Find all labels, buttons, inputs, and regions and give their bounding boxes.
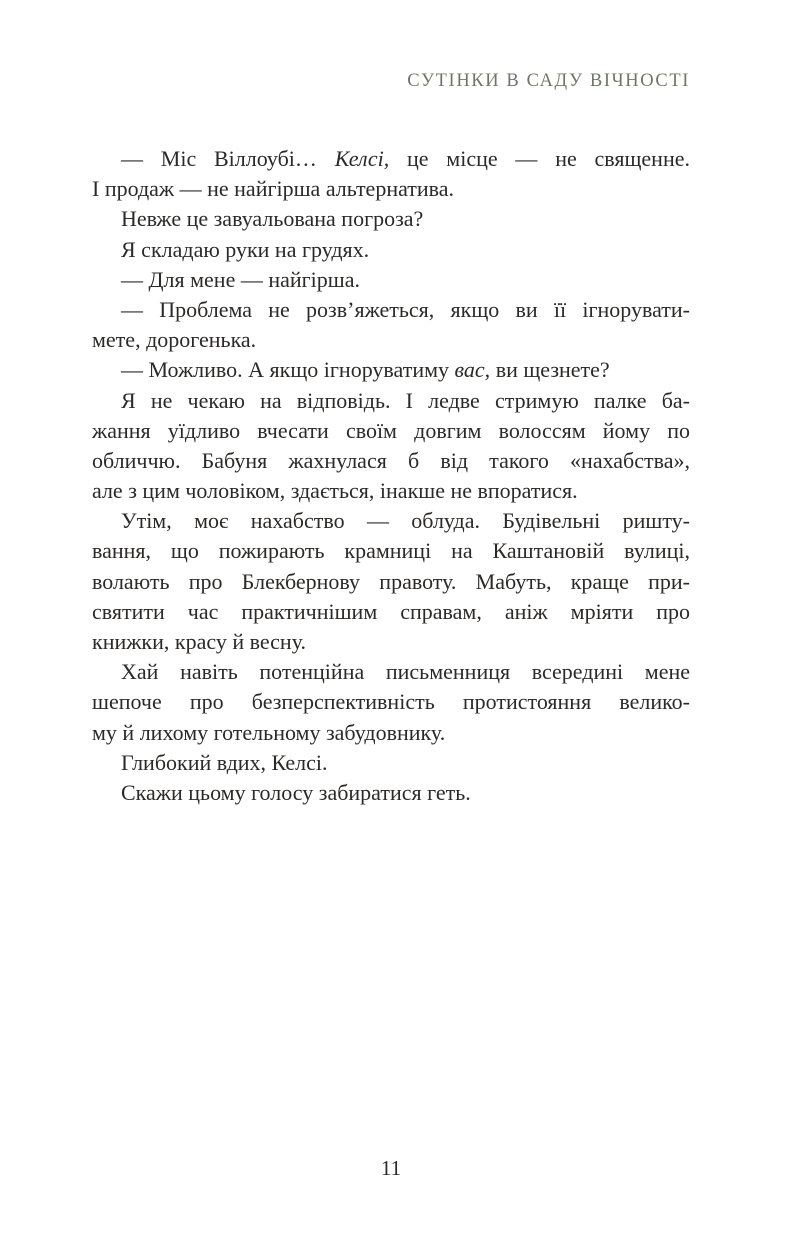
text-line	[92, 657, 690, 687]
text-line	[92, 536, 690, 566]
text-line	[92, 265, 690, 295]
text-segment: — Міс Віллоубі…	[121, 146, 335, 171]
paragraph	[92, 144, 690, 204]
text-segment: Скажи цьому голосу забиратися геть.	[121, 779, 471, 805]
text-segment: Хай навіть потенційна письменниця всередині мене	[121, 659, 690, 685]
text-segment: му й лихому готельному забудовнику.	[92, 719, 446, 745]
text-segment: Невже це завуальована погроза?	[121, 206, 424, 232]
paragraph	[92, 295, 690, 355]
text-line	[92, 446, 690, 476]
text-line	[92, 627, 690, 657]
text-line	[92, 204, 690, 234]
text-line	[92, 718, 690, 748]
text-segment: ви щезнете?	[490, 357, 610, 383]
text-segment: жання уїдливо вчесати своїм довгим волоссям йому по	[92, 417, 690, 443]
paragraph	[92, 235, 690, 265]
text-line	[92, 325, 690, 355]
text-segment: обличчю. Бабуня жахнулася б від такого «нахабства»,	[92, 447, 690, 473]
paragraph	[92, 657, 690, 748]
text-segment: волають про Блекбернову правоту. Мабуть, краще при-	[92, 568, 690, 594]
paragraph	[92, 506, 690, 657]
running-header-title: СУТІНКИ В САДУ ВІЧНОСТІ	[407, 71, 690, 91]
text-segment: Я складаю руки на грудях.	[121, 236, 370, 262]
text-segment: — Для мене — найгірша.	[121, 266, 360, 292]
text-line	[92, 748, 690, 778]
page-number: 11	[380, 1156, 402, 1180]
text-line	[92, 476, 690, 506]
text-segment: Глибокий вдих, Келсі.	[121, 749, 328, 775]
paragraph	[92, 355, 690, 385]
text-segment: це місце — не священне.	[389, 146, 690, 171]
text-segment: мете, дорогенька.	[92, 327, 257, 353]
text-line	[92, 567, 690, 597]
paragraph	[92, 386, 690, 507]
text-line	[92, 597, 690, 627]
text-line	[92, 235, 690, 265]
text-segment: вання, що пожирають крамниці на Каштановій вулиці,	[92, 538, 690, 564]
italic-text-segment: Келсі,	[334, 146, 390, 171]
paragraph	[92, 748, 690, 778]
text-line	[92, 386, 690, 416]
text-segment: книжки, красу й весну.	[92, 629, 307, 654]
text-line	[92, 295, 690, 325]
paragraph	[92, 204, 690, 234]
text-line	[92, 416, 690, 446]
paragraph	[92, 265, 690, 295]
text-segment: — Можливо. А якщо ігноруватиму	[121, 357, 455, 383]
italic-text-segment: вас,	[454, 357, 491, 383]
text-line	[92, 687, 690, 717]
text-line	[92, 355, 690, 385]
text-line	[92, 778, 690, 808]
text-line	[92, 144, 690, 174]
text-segment: — Проблема не розв’яжеться, якщо ви її ігнорувати-	[121, 296, 690, 322]
text-segment: святити час практичнішим справам, аніж мріяти про	[92, 598, 690, 624]
text-segment: Утім, моє нахабство — облуда. Будівельні ришту-	[121, 508, 690, 534]
text-segment: але з цим чоловіком, здається, інакше не впоратися.	[92, 478, 578, 504]
paragraph	[92, 778, 690, 808]
text-line	[92, 174, 690, 204]
page-body-text	[92, 144, 690, 808]
text-segment: Я не чекаю на відповідь. І ледве стримую палке ба-	[121, 387, 690, 413]
text-segment: шепоче про безперспективність протистояння велико-	[92, 689, 690, 715]
text-line	[92, 506, 690, 536]
text-segment: І продаж — не найгірша альтернатива.	[92, 176, 455, 202]
